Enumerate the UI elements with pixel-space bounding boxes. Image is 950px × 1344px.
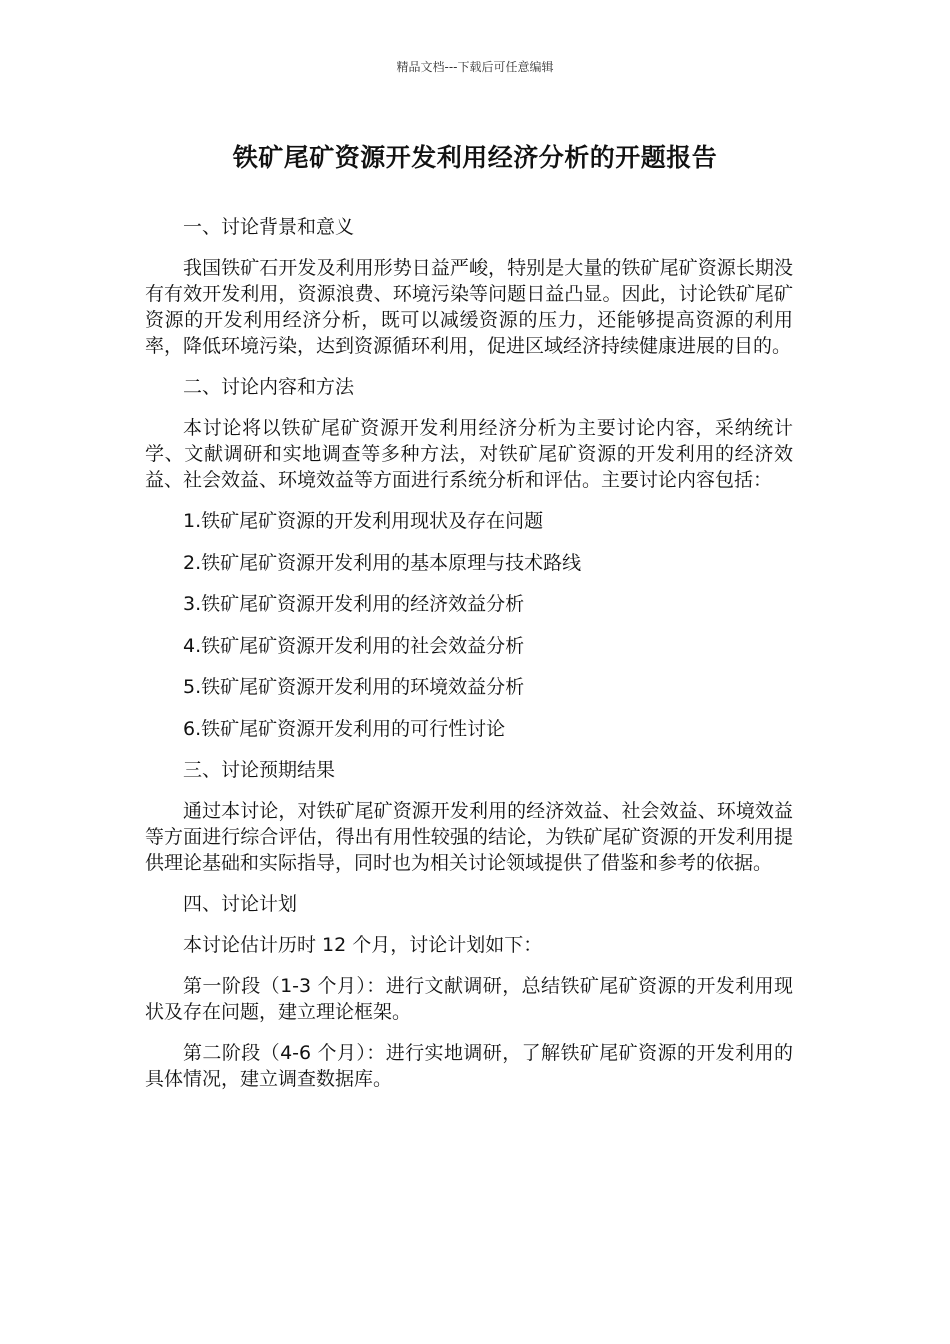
paragraph-background: 我国铁矿石开发及利用形势日益严峻，特别是大量的铁矿尾矿资源长期没有有效开发利用，资源浪费、环境污染等问题日益凸显。因此，讨论铁矿尾矿资源的开发利用经济分析，既可以减缓资源的压力，还能够提高资源的利用率，降低环境污染，达到资源循环利用，促进区域经济持续健康进展的目的。 (145, 257, 793, 357)
paragraph-plan-intro: 本讨论估计历时 12 个月，讨论计划如下： (183, 934, 543, 956)
paragraph-content-methods: 本讨论将以铁矿尾矿资源开发利用经济分析为主要讨论内容，采纳统计学、文献调研和实地调查等多种方法，对铁矿尾矿资源的开发利用的经济效益、社会效益、环境效益等方面进行系统分析和评估。主要讨论内容包括： (145, 417, 793, 491)
paragraph-plan-phase-2: 第二阶段（4-6 个月）：进行实地调研，了解铁矿尾矿资源的开发利用的具体情况，建立调查数据库。 (145, 1042, 793, 1090)
section-heading-background: 一、讨论背景和意义 (183, 216, 355, 238)
list-item: 5.铁矿尾矿资源开发利用的环境效益分析 (183, 676, 525, 698)
section-heading-content-methods: 二、讨论内容和方法 (183, 376, 355, 398)
section-heading-expected-results: 三、讨论预期结果 (183, 759, 336, 781)
list-item: 3.铁矿尾矿资源开发利用的经济效益分析 (183, 593, 525, 615)
list-item: 6.铁矿尾矿资源开发利用的可行性讨论 (183, 717, 506, 740)
paragraph-plan-phase-1: 第一阶段（1-3 个月）：进行文献调研，总结铁矿尾矿资源的开发利用现状及存在问题，建立理论框架。 (145, 975, 793, 1023)
document-body (145, 214, 793, 1107)
list-item: 4.铁矿尾矿资源开发利用的社会效益分析 (183, 634, 525, 657)
section-heading-plan: 四、讨论计划 (183, 893, 298, 915)
header-note: 精品文档---下载后可任意编辑 (396, 60, 554, 74)
list-item: 1.铁矿尾矿资源的开发利用现状及存在问题 (183, 510, 544, 532)
paragraph-expected-results: 通过本讨论，对铁矿尾矿资源开发利用的经济效益、社会效益、环境效益等方面进行综合评估，得出有用性较强的结论，为铁矿尾矿资源的开发利用提供理论基础和实际指导，同时也为相关讨论领域提供了借鉴和参考的依据。 (145, 800, 793, 874)
document-title: 铁矿尾矿资源开发利用经济分析的开题报告 (232, 143, 718, 172)
list-item: 2.铁矿尾矿资源开发利用的基本原理与技术路线 (183, 551, 582, 574)
